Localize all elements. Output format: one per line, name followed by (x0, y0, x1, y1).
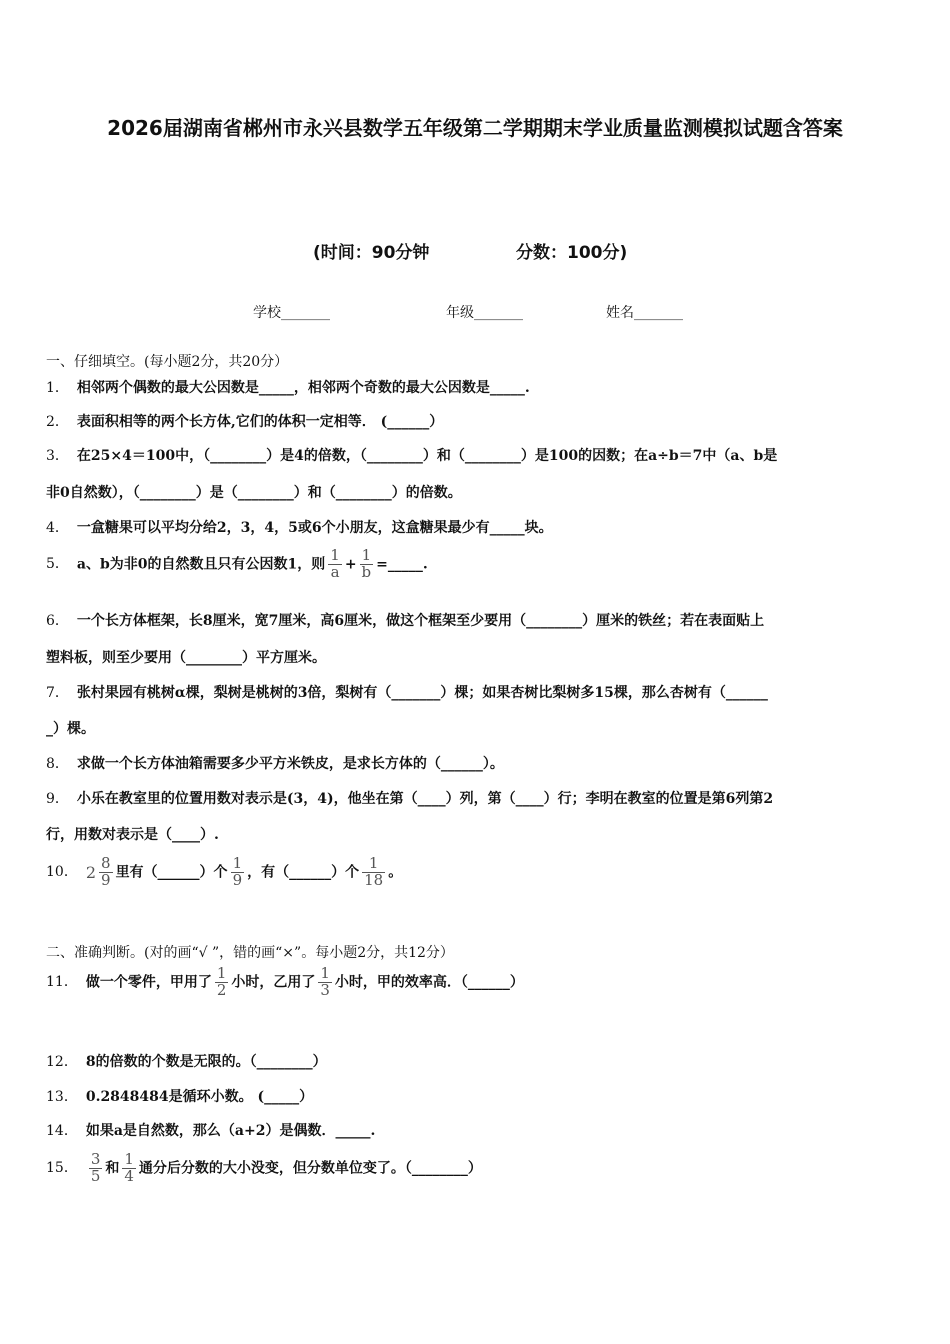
fraction: $\frac{1}{3}$ (320, 964, 330, 999)
fraction: $\frac{8}{9}$ (101, 854, 111, 889)
time-label: (时间：90分钟 (313, 243, 430, 263)
fraction: $\frac{1}{b}$ (361, 546, 372, 581)
question-11 (46, 966, 524, 999)
question-text: 张村果园有桃树α棵，梨树是桃树的3倍，梨树有（_______）棵；如果杏树比梨树多15棵，那么杏树有（______ (76, 685, 768, 701)
question-15 (46, 1152, 482, 1185)
section-heading-1: 一、仔细填空。(每小题2分，共20分） (46, 354, 289, 370)
question-13 (46, 1086, 313, 1106)
question-6-continued: 塑料板，则至少要用（________）平方厘米。 (46, 650, 326, 666)
fraction: $\frac{1}{2}$ (216, 964, 227, 999)
fraction: $\frac{1}{18}$ (364, 854, 384, 889)
question-text: a、b为非0的自然数且只有公因数1，则 (76, 556, 326, 573)
fraction: $\frac{1}{4}$ (124, 1150, 134, 1185)
grade-field: 年级_______ (446, 305, 523, 321)
section-heading-2: 二、准确判断。(对的画“√ ”，错的画“×”。每小题2分，共12分） (46, 945, 454, 961)
score-label: 分数：100分) (516, 243, 628, 263)
question-12 (46, 1051, 327, 1071)
question-10 (46, 856, 402, 889)
question-text: 做一个零件，甲用了 (85, 974, 212, 991)
question-number: 8． (46, 756, 69, 772)
question-text: 如果a是自然数，那么（a+2）是偶数．_____. (85, 1123, 376, 1139)
question-9-continued: 行，用数对表示是（____）. (46, 827, 219, 843)
fraction: $\frac{1}{a}$ (330, 546, 340, 581)
question-1 (46, 377, 530, 397)
question-6 (46, 610, 764, 630)
question-text: 表面积相等的两个长方体,它们的体积一定相等． (______） (76, 414, 444, 430)
plus-sign: + (344, 556, 357, 573)
question-3-continued: 非0自然数），（________）是（________）和（________）的倍数。 (46, 485, 462, 501)
question-text: 通分后分数的大小没变，但分数单位变了。（________） (138, 1160, 482, 1177)
question-2 (46, 411, 443, 431)
name-field: 姓名_______ (606, 305, 683, 321)
question-number: 6． (46, 613, 69, 629)
question-text: 里有（______）个 (115, 864, 228, 881)
question-text: ，有（______）个 (247, 864, 360, 881)
question-number: 12． (46, 1054, 78, 1070)
question-number: 1． (46, 380, 69, 396)
question-8 (46, 753, 504, 773)
question-text: 8的倍数的个数是无限的。（________） (85, 1054, 327, 1070)
question-14 (46, 1120, 375, 1140)
question-9 (46, 788, 773, 808)
question-3 (46, 445, 777, 465)
question-text-end: =_____. (376, 556, 428, 573)
question-number: 5． (46, 556, 69, 573)
question-4 (46, 517, 553, 537)
question-number: 13． (46, 1089, 78, 1105)
fraction: $\frac{3}{5}$ (90, 1150, 101, 1185)
question-7-continued: _）棵。 (46, 721, 95, 737)
question-5 (46, 548, 428, 581)
question-number: 11． (46, 974, 78, 991)
whole-number: 2 (85, 862, 97, 882)
question-text: 在25×4＝100中，（________）是4的倍数，（________）和（________）是100的因数；在a÷b＝7中（a、b是 (76, 448, 778, 464)
question-text: 求做一个长方体油箱需要多少平方米铁皮，是求长方体的（______）。 (76, 756, 504, 772)
question-text: 小乐在教室里的位置用数对表示是(3，4)，他坐在第（____）列，第（____）行；李明在教室的位置是第6列第2 (76, 791, 774, 807)
question-number: 7． (46, 685, 69, 701)
page-title: 2026届湖南省郴州市永兴县数学五年级第二学期期末学业质量监测模拟试题含答案 (107, 116, 843, 140)
question-text: 和 (105, 1160, 120, 1177)
fraction: $\frac{1}{9}$ (232, 854, 243, 889)
question-text: 相邻两个偶数的最大公因数是_____，相邻两个奇数的最大公因数是_____. (76, 380, 530, 396)
question-text: 小时，甲的效率高．（______） (334, 974, 524, 991)
question-text: 小时，乙用了 (231, 974, 316, 991)
question-text: 一盒糖果可以平均分给2，3，4，5或6个小朋友，这盒糖果最少有_____块。 (76, 520, 553, 536)
question-number: 14． (46, 1123, 78, 1139)
question-text: 一个长方体框架，长8厘米，宽7厘米，高6厘米，做这个框架至少要用（________）厘米的铁丝；若在表面贴上 (76, 613, 765, 629)
question-number: 3． (46, 448, 69, 464)
question-text: 0.2848484是循环小数。 (_____） (85, 1089, 314, 1105)
question-number: 10． (46, 864, 78, 881)
school-field: 学校_______ (253, 305, 330, 321)
question-number: 15． (46, 1160, 78, 1177)
question-number: 4． (46, 520, 69, 536)
question-number: 9． (46, 791, 69, 807)
question-text: 。 (388, 864, 403, 881)
question-number: 2． (46, 414, 69, 430)
question-7 (46, 682, 768, 702)
